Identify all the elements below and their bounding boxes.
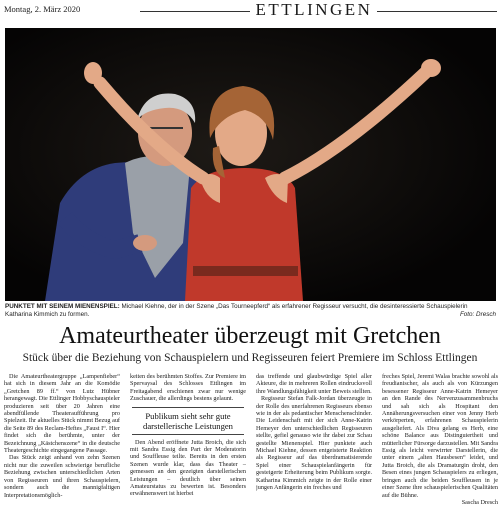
paragraph: keiten des berühmten Stoffes. Zur Premiere im Spervaysal des Schlosses Ettlingen im Freitagabend erschienen zwar nur wenige Zuschauer, die allerdings bestens gelaunt. <box>130 373 246 403</box>
photo-credit: Foto: Dresch <box>459 310 496 318</box>
paragraph: Das Stück zeigt anhand von zehn Szenen nicht nur die zuweilen schwierige berufliche Beziehung zwischen unterschiedlichen Arten von Regisseuren und ihren Schauspielern, sondern auch die mannigfaltigen Interpretationsmöglich- <box>4 454 120 499</box>
article-author: Sascha Dresch <box>461 498 498 506</box>
paragraph: Regisseur Stefan Falk-Jordan überzeugte in der Rolle des unerfahrenen Regisseurs ebenso wie in der als pedantischer Menschenschinder. Die Leidenschaft mit der sich Anne-Katrin Hemeyer den unterschiedlichen Regisseuren stellte, gefiel genauso wie ihr dabei zur Schau gestellte Mienenspiel. Hier punktete auch Michael Kiehne, dessen entgeisterte Reaktion als Regisseur auf das überdramatisierende Spiel einer Schauspielanfängerin für gesteigerte Erheiterung beim Publikum sorgte. Katharina Kimmich zeigte in der Rolle einer jungen Anfängerin ein freches und <box>256 395 372 492</box>
header-rule-right <box>377 11 497 12</box>
paragraph: Die Amateurtheatergruppe „Lampenfieber“ hat sich in diesem Jahr an die Komödie „Gretchen 89 ff.“ von Lutz Hübner herangewagt. Die Ettlinger Hobbyschauspieler produzieren seit über 20 Jahren eine abendfüllende Theateraufführung pro Spielzeit. Ihr aktuelles Stück nimmt Bezug auf die Seite 89 des Reclam-Heftes „Faust I“. Hier findet sich die berühmte, unter der Bezeichnung „Kästchenszene“ in die deutsche Theatergeschichte eingegangene Passage. <box>4 373 120 455</box>
column-1 <box>4 373 120 507</box>
article-subheadline: Stück über die Beziehung von Schauspielern und Regisseuren feiert Premiere im Schloss Ettlingen <box>22 352 478 364</box>
article-body <box>4 373 498 507</box>
photo-caption <box>5 303 496 318</box>
stage-photo-illustration <box>5 28 496 301</box>
pull-quote: Publikum sieht sehr gute darstellerische Leistungen <box>132 407 244 435</box>
caption-text: Michael Kiehne, der in der Szene „Das Tourneepferd“ als erfahrener Regisseur versucht, die desinteressierte Schauspielerin Katharina Kimmich zu formen. <box>5 303 468 318</box>
paragraph: freches Spiel, Jeremi Walas brachte sowohl als freudianischer, als auch als von Kürzungen besessener Regisseur Anne-Katrin Hemeyer an den Rande des Nervenzusammenbruchs und sah sich als Hospitant den Annäherungsversuchen einer von Jenny Herb verkörperten, erfahrenen Schauspielerin ausgeliefert. Als Diva gelang es Herb, eine schöne Balance aus Distinguiertheit und mütterlicher Fürsorge darzustellen. Mit Sandra Essig als leicht verwirrter Darstellerin, die unter einem „alten Hausbesen“ leidet, und Jutta Broich, die als Dramaturgin droht, den Besen eines jungen Schauspielers zu erliegen, bringen auch die beiden Souffleusen in je einer Szene ihre schauspielerischen Qualitäten auf die Bühne. <box>382 373 498 499</box>
page-header <box>0 0 500 22</box>
caption-lead: PUNKTET MIT SEINEM MIENENSPIEL: <box>5 303 120 310</box>
paragraph: das treffende und glaubwürdige Spiel aller Akteure, die in mehreren Rollen eindrucksvoll ihre Wandlungsfähigkeit unter Beweis stellten. <box>256 373 372 395</box>
article-photo <box>5 28 496 301</box>
paragraph: Den Abend eröffnete Jutta Broich, die sich mit Sandra Essig den Part der Moderatorin und Souffleuse teilte. Bereits in den ersten Szenen wurde klar, dass das Theater – gemessen an den gezeigten darstellerischen Leistungen – deutlich über seinen Amateurstatus zu bewerten ist. Besonders erwähnenswert ist hierbei <box>130 438 246 498</box>
column-3 <box>256 373 372 507</box>
column-4 <box>382 373 498 507</box>
issue-date: Montag, 2. März 2020 <box>4 4 81 14</box>
article-headline: Amateurtheater überzeugt mit Gretchen <box>59 323 441 349</box>
column-2 <box>130 373 246 507</box>
section-title: ETTLINGEN <box>255 0 373 19</box>
